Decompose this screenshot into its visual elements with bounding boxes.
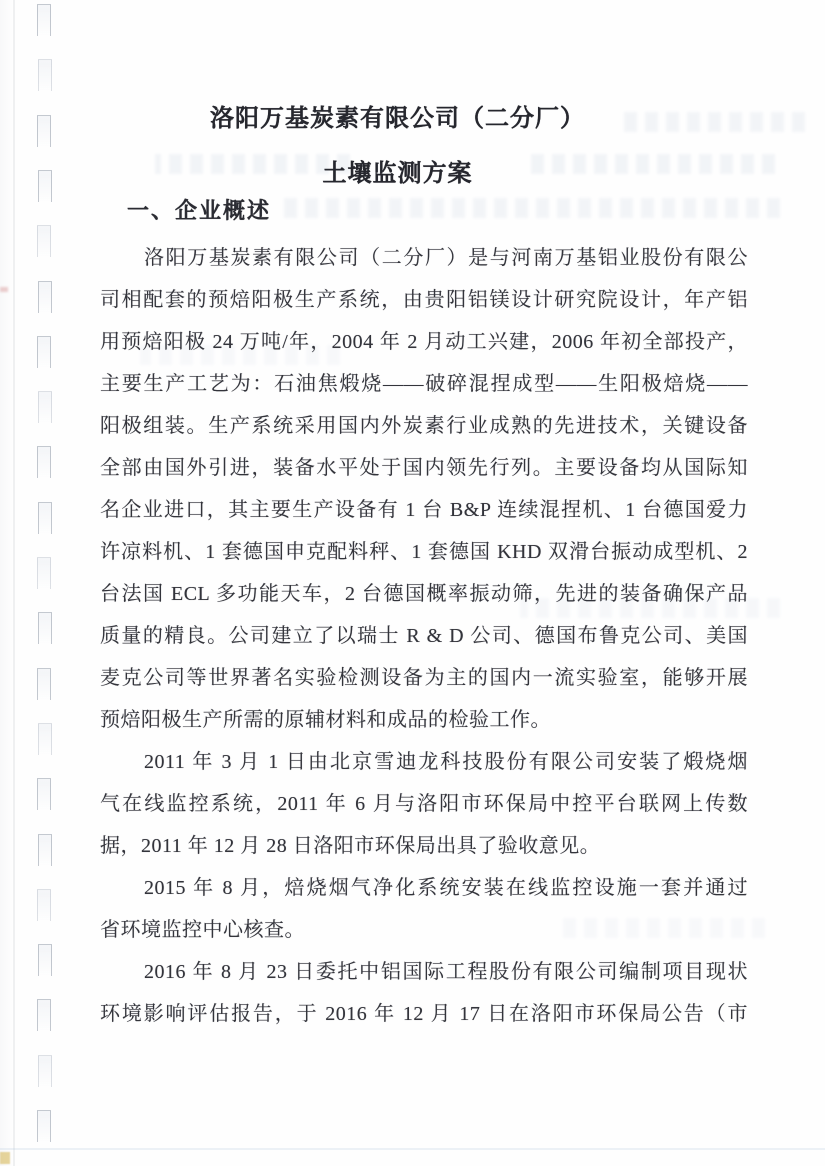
body-line: 许凉料机、1 套德国申克配料秤、1 套德国 KHD 双滑台振动成型机、2 [100, 541, 748, 563]
body-line: 预焙阳极生产所需的原辅材料和成品的检验工作。 [100, 709, 551, 731]
binding-hole-mark [38, 391, 52, 423]
scan-speck [0, 1152, 10, 1164]
binding-hole-mark [37, 1110, 51, 1142]
body-line: 台法国 ECL 多功能天车，2 台德国概率振动筛，先进的装备确保产品 [100, 583, 748, 605]
body-line: 气在线监控系统，2011 年 6 月与洛阳市环保局中控平台联网上传数 [100, 793, 748, 815]
document-body [100, 237, 748, 1035]
binding-hole-mark [38, 944, 52, 976]
body-line: 麦克公司等世界著名实验检测设备为主的国内一流实验室，能够开展 [100, 667, 748, 689]
body-line: 名企业进口，其主要生产设备有 1 台 B&P 连续混捏机、1 台德国爱力 [100, 499, 748, 521]
body-line: 阳极组装。生产系统采用国内外炭素行业成熟的先进技术，关键设备 [100, 415, 748, 437]
section-heading: 一、企业概述 [127, 198, 272, 223]
binding-hole-mark [37, 336, 51, 368]
scan-streak [0, 1148, 825, 1150]
body-line: 2016 年 8 月 23 日委托中铝国际工程股份有限公司编制项目现状 [144, 961, 748, 983]
binding-hole-mark [37, 889, 51, 921]
binding-hole-mark [37, 446, 51, 478]
body-line: 司相配套的预焙阳极生产系统，由贵阳铝镁设计研究院设计，年产铝 [100, 289, 748, 311]
binding-hole-mark [38, 59, 52, 91]
binding-hole-mark [37, 4, 51, 36]
binding-hole-mark [37, 999, 51, 1031]
body-line: 省环境监控中心核查。 [100, 919, 305, 941]
body-line: 2011 年 3 月 1 日由北京雪迪龙科技股份有限公司安装了煅烧烟 [144, 751, 748, 773]
binding-hole-mark [38, 612, 52, 644]
body-line: 据，2011 年 12 月 28 日洛阳市环保局出具了验收意见。 [100, 835, 601, 857]
body-line: 主要生产工艺为：石油焦煅烧——破碎混捏成型——生阳极焙烧—— [100, 373, 748, 395]
body-line: 环境影响评估报告，于 2016 年 12 月 17 日在洛阳市环保局公告（市 [100, 1003, 748, 1025]
binding-hole-mark [37, 778, 51, 810]
binding-hole-mark [37, 668, 51, 700]
binding-hole-mark [38, 281, 52, 313]
body-line: 洛阳万基炭素有限公司（二分厂）是与河南万基铝业股份有限公 [144, 247, 748, 269]
binding-hole-mark [37, 557, 51, 589]
binding-hole-mark [38, 502, 52, 534]
binding-hole-mark [38, 1055, 52, 1087]
binding-hole-mark [38, 723, 52, 755]
body-line: 2015 年 8 月，焙烧烟气净化系统安装在线监控设施一套并通过 [144, 877, 748, 899]
binding-hole-mark [38, 834, 52, 866]
body-line: 质量的精良。公司建立了以瑞士 R & D 公司、德国布鲁克公司、美国 [100, 625, 748, 647]
binding-hole-mark [37, 225, 51, 257]
document-title-company: 洛阳万基炭素有限公司（二分厂） [210, 106, 585, 132]
body-line: 全部由国外引进，装备水平处于国内领先行列。主要设备均从国际知 [100, 457, 748, 479]
bleed-through-artifact [280, 198, 780, 218]
body-line: 用预焙阳极 24 万吨/年，2004 年 2 月动工兴建，2006 年初全部投产， [100, 331, 748, 353]
scan-speck [0, 287, 8, 292]
document-title-subject: 土壤监测方案 [322, 161, 473, 187]
